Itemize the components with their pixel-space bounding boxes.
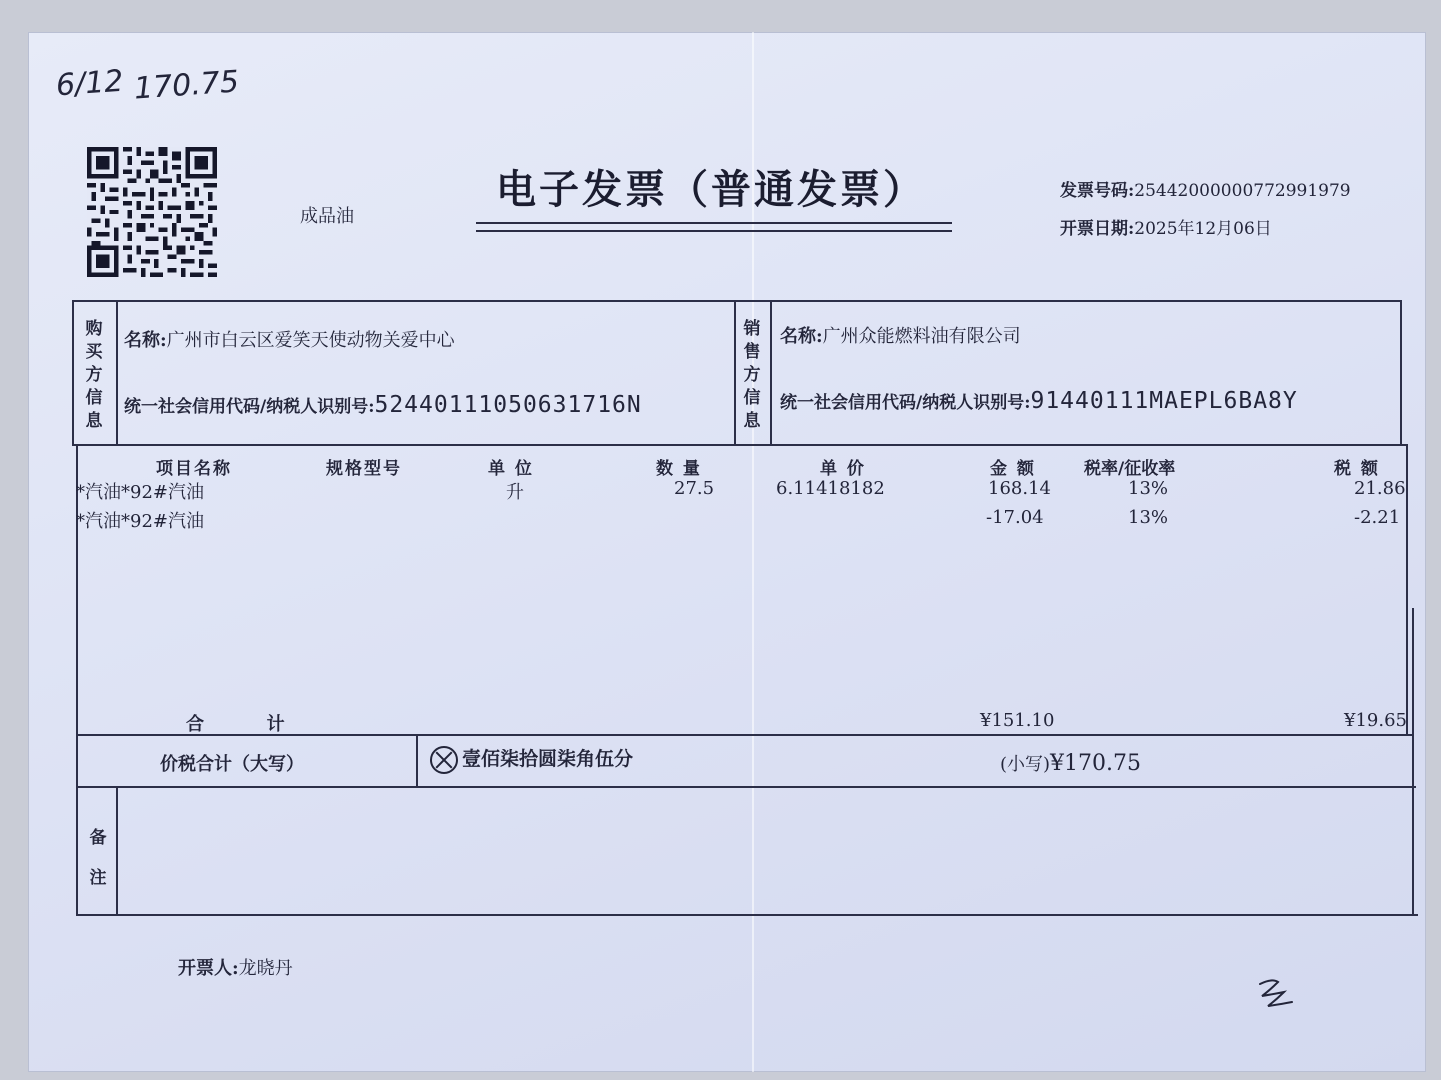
invoice-date-label: 开票日期: (1060, 219, 1135, 239)
qr-code-icon (84, 147, 220, 277)
invoice-title: 电子发票（普通发票） (496, 166, 926, 213)
col-header-price: 单 价 (820, 459, 866, 479)
party-divider (734, 300, 736, 446)
row2-tax: -2.21 (1354, 507, 1401, 528)
seller-name: 广州众能燃料油有限公司 (822, 326, 1021, 347)
seller-side-char: 息 (743, 411, 761, 431)
row1-rate: 13% (1128, 478, 1169, 499)
total-amount: ¥151.10 (980, 710, 1055, 731)
buyer-side-char: 息 (85, 411, 103, 431)
handwritten-signature-icon (1254, 974, 1298, 1018)
buyer-name-label: 名称: (124, 330, 167, 351)
title-underline (476, 222, 952, 224)
buyer-side-char: 购 (85, 319, 103, 339)
invoice-number-label: 发票号码: (1060, 181, 1135, 201)
seller-tax-code: 91440111MAEPL6BA8Y (1030, 388, 1298, 414)
remarks-char: 备 (89, 828, 107, 848)
table-border-right (1400, 300, 1402, 446)
row1-unit: 升 (506, 482, 524, 503)
grand-total-lowercase-label: (小写) (1000, 754, 1051, 775)
handwritten-amount: 170.75 (132, 64, 241, 107)
seller-side-char: 售 (743, 342, 761, 362)
buyer-side-char: 方 (85, 365, 103, 385)
row2-rate: 13% (1128, 507, 1169, 528)
seller-side-char: 方 (743, 365, 761, 385)
table-border-right (1406, 446, 1408, 734)
col-header-rate: 税率/征收率 (1084, 459, 1176, 479)
grand-total-label: 价税合计（大写） (160, 754, 304, 775)
issuer-name: 龙晓丹 (238, 958, 293, 979)
col-header-amount: 金 额 (990, 459, 1036, 479)
handwritten-date: 6/12 (54, 63, 125, 104)
col-header-spec: 规格型号 (326, 459, 402, 479)
table-border-right (1412, 608, 1414, 916)
row1-qty: 27.5 (674, 478, 715, 499)
remarks-divider (76, 786, 1416, 788)
grand-total-uppercase-row (430, 744, 633, 774)
buyer-code-label: 统一社会信用代码/纳税人识别号: (124, 397, 375, 417)
total-label: 合 计 (186, 714, 285, 735)
col-header-tax: 税 额 (1334, 459, 1380, 479)
row2-amount: -17.04 (986, 507, 1044, 528)
invoice-number: 25442000000772991979 (1134, 181, 1351, 201)
party-section-divider (72, 444, 1408, 446)
seller-name-row (780, 322, 1021, 348)
buyer-name: 广州市白云区爱笑天使动物关爱中心 (166, 330, 455, 351)
table-border-top (72, 300, 1402, 302)
seller-side-char: 信 (743, 388, 761, 408)
buyer-side-label (82, 318, 106, 433)
seller-side-label (740, 318, 764, 433)
buyer-name-row (124, 326, 455, 352)
col-header-unit: 单 位 (488, 459, 534, 479)
seller-label-divider (770, 300, 772, 446)
row1-tax: 21.86 (1354, 478, 1406, 499)
seller-code-row (780, 388, 1298, 414)
remarks-char: 注 (89, 868, 107, 888)
grand-total-divider (416, 734, 418, 788)
buyer-side-char: 买 (85, 342, 103, 362)
row2-item: *汽油*92#汽油 (76, 511, 204, 532)
table-border-left (72, 300, 74, 446)
total-tax: ¥19.65 (1344, 710, 1407, 731)
col-header-qty: 数 量 (656, 459, 702, 479)
invoice-subtype: 成品油 (300, 206, 354, 227)
seller-name-label: 名称: (780, 326, 823, 347)
table-border-bottom (76, 914, 1418, 916)
circle-x-icon (430, 746, 458, 774)
invoice-date: 2025年12月06日 (1134, 219, 1272, 239)
remarks-label-divider (116, 786, 118, 916)
remarks-label (86, 818, 110, 898)
title-underline (476, 230, 952, 232)
row1-item: *汽油*92#汽油 (76, 482, 204, 503)
col-header-item: 项目名称 (156, 459, 232, 479)
seller-code-label: 统一社会信用代码/纳税人识别号: (780, 393, 1031, 413)
buyer-side-char: 信 (85, 388, 103, 408)
grand-total-lowercase-row (1000, 750, 1141, 776)
issuer-label: 开票人: (178, 958, 239, 979)
seller-side-char: 销 (743, 319, 761, 339)
buyer-code-row (124, 392, 642, 418)
invoice-date-row (1060, 214, 1272, 239)
row1-amount: 168.14 (988, 478, 1051, 499)
buyer-tax-code: 52440111050631716N (374, 392, 642, 418)
issuer-row (178, 954, 293, 980)
invoice-number-row (1060, 176, 1351, 201)
grand-total-uppercase: 壹佰柒拾圆柒角伍分 (462, 748, 634, 770)
grand-total-lowercase: ¥170.75 (1050, 751, 1142, 776)
buyer-label-divider (116, 300, 118, 446)
row1-price: 6.11418182 (776, 478, 885, 499)
